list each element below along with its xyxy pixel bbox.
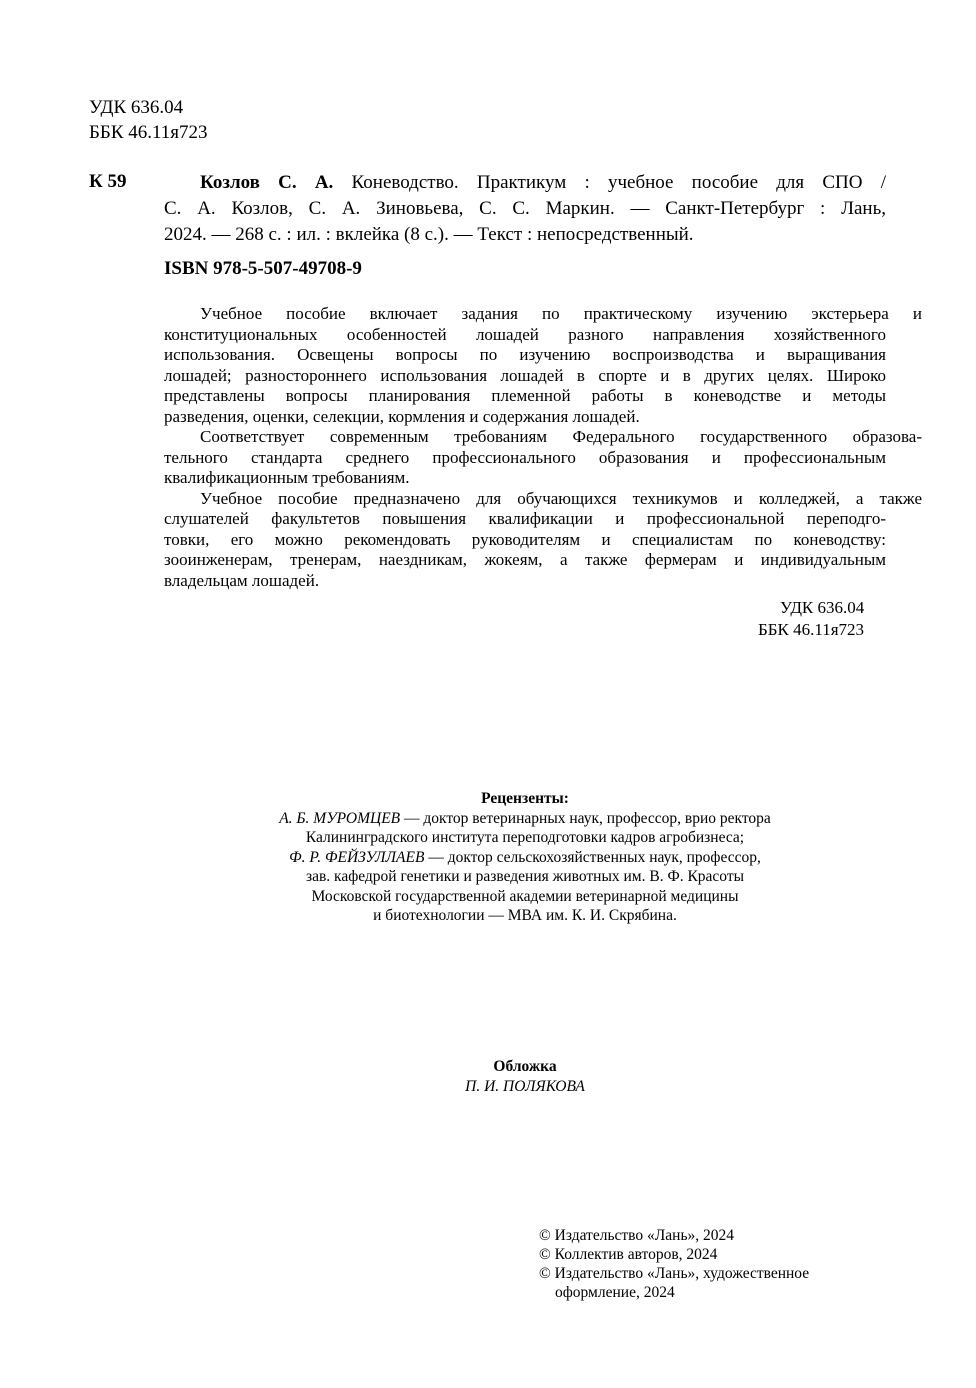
catalog-author: Козлов С. А. xyxy=(200,172,334,193)
reviewer-2-line-3: Московской государственной академии ветеринарной медицины xyxy=(311,887,739,905)
reviewer-1-name: А. Б. МУРОМЦЕВ xyxy=(279,809,401,827)
reviewer-1-line-1 xyxy=(164,809,886,829)
copyright-line-1: © Издательство «Лань», 2024 xyxy=(539,1227,735,1244)
abstract-p3-line: владельцам лошадей. xyxy=(164,570,320,590)
cover-artist: П. И. ПОЛЯКОВА xyxy=(465,1078,585,1095)
abstract-p3-line: слушателей факультетов повышения квалификации и профессиональной переподго- xyxy=(164,509,886,528)
abstract-p3-line: товки, его можно рекомендовать руководителям и специалистам по коневодству: xyxy=(164,529,886,549)
udk-code: УДК 636.04 xyxy=(89,97,184,118)
bbk-code: ББК 46.11я723 xyxy=(89,122,208,143)
reviewer-2-line-2: зав. кафедрой генетики и разведения животных им. В. Ф. Красоты xyxy=(305,868,745,885)
abstract-p3-line: зооинженерам, тренерам, наездникам, жокеям, а также фермерам и индивидуальным xyxy=(164,550,886,569)
reviewer-1-desc: — доктор ветеринарных наук, профессор, врио ректора xyxy=(400,809,771,827)
abstract-p1-line: конституциональных особенностей лошадей разного направления хозяйственного xyxy=(164,324,886,344)
reviewer-2-desc: — доктор сельскохозяйственных наук, профессор, xyxy=(424,848,761,866)
catalog-code: К 59 xyxy=(89,171,127,192)
abstract-p1-line: Учебное пособие включает задания по практическому изучению экстерьера и xyxy=(200,304,922,323)
abstract-p2-line: Соответствует современным требованиям Федерального государственного образова- xyxy=(200,427,922,446)
abstract-p1-line: разведения, оценки, селекции, кормления и содержания лошадей. xyxy=(164,406,640,426)
udk-code-right: УДК 636.04 xyxy=(780,598,865,617)
abstract-p1-line: представлены вопросы планирования племенной работы в коневодстве и методы xyxy=(164,386,886,405)
catalog-title: Коневодство. Практикум : учебное пособие для СПО / xyxy=(351,172,886,193)
abstract-p2-line: тельного стандарта среднего профессионального образования и профессиональным xyxy=(164,447,886,467)
isbn: ISBN 978-5-507-49708-9 xyxy=(164,258,362,279)
bbk-code-right: ББК 46.11я723 xyxy=(758,620,865,639)
reviewers-title: Рецензенты: xyxy=(481,790,569,807)
copyright-line-2: © Коллектив авторов, 2024 xyxy=(539,1246,718,1263)
abstract-p3-line: Учебное пособие предназначено для обучающихся техникумов и колледжей, а также xyxy=(200,488,922,508)
abstract-p1-line: использования. Освещены вопросы по изучению воспроизводства и выращивания xyxy=(164,345,886,364)
catalog-line-2: С. А. Козлов, С. А. Зиновьева, С. С. Маркин. — Санкт-Петербург : Лань, xyxy=(164,198,886,219)
copyright-line-3: © Издательство «Лань», художественное xyxy=(539,1265,810,1282)
abstract-p1-line: лошадей; разностороннего использования лошадей в спорте и в других целях. Широко xyxy=(164,365,886,385)
copyright-line-4: оформление, 2024 xyxy=(555,1284,675,1301)
reviewer-2-line-4: и биотехнологии — МВА им. К. И. Скрябина. xyxy=(373,907,677,924)
reviewer-1-line-2: Калининградского института переподготовки кадров агробизнеса; xyxy=(305,829,745,846)
reviewer-2-name: Ф. Р. ФЕЙЗУЛЛАЕВ xyxy=(289,848,425,866)
catalog-line-3: 2024. — 268 с. : ил. : вклейка (8 с.). — Текст : непосредственный. xyxy=(164,224,694,245)
catalog-line-1 xyxy=(164,170,886,196)
abstract-p2-line: квалификационным требованиям. xyxy=(164,468,410,487)
reviewer-2-line-1 xyxy=(164,848,886,868)
cover-title: Обложка xyxy=(493,1058,557,1075)
